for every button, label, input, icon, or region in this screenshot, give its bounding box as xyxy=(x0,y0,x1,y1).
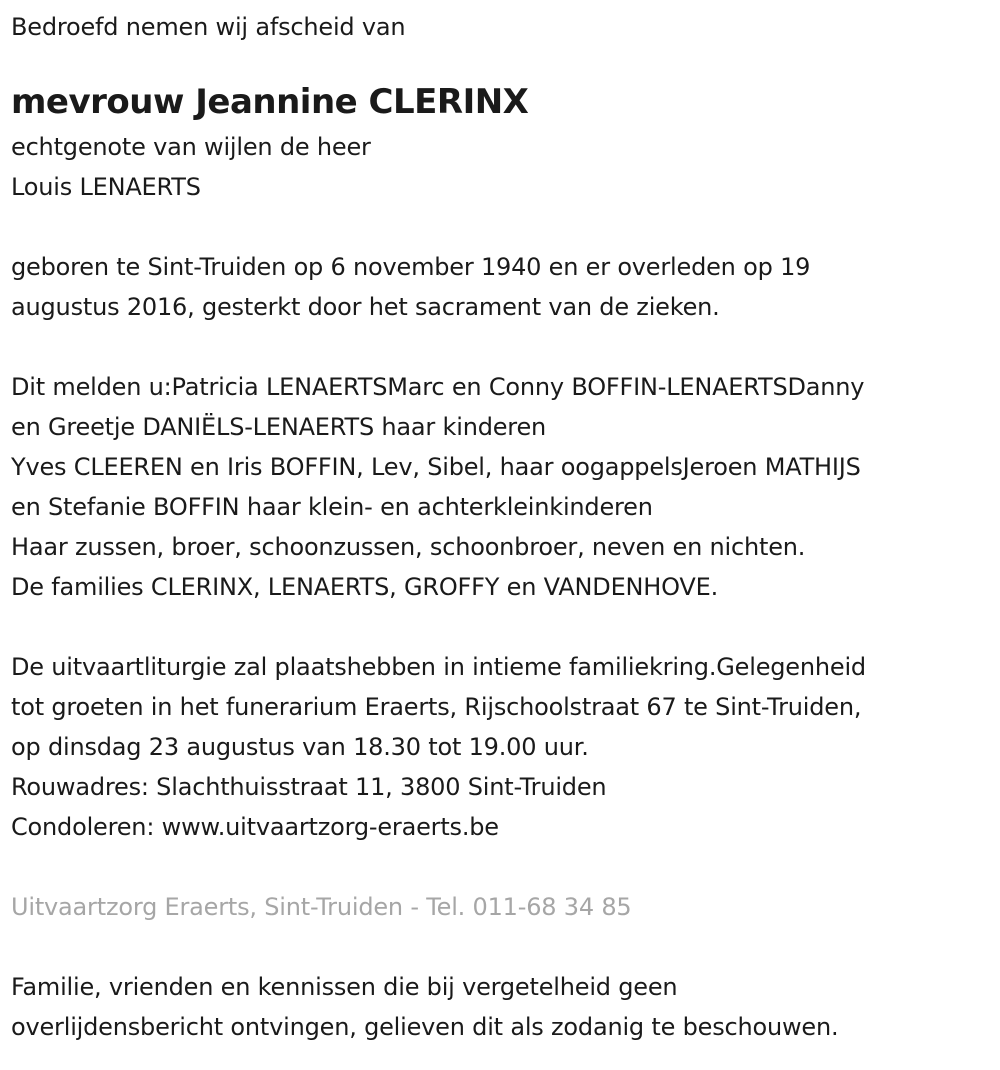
spacer xyxy=(11,207,1000,247)
family-paragraph xyxy=(11,367,1000,607)
family-line-3: Yves CLEEREN en Iris BOFFIN, Lev, Sibel, haar oogappelsJeroen MATHIJS xyxy=(11,453,861,481)
birth-death-line-1: geboren te Sint-Truiden op 6 november 1940 en er overleden op 19 xyxy=(11,253,811,281)
condolence-link[interactable]: Condoleren: www.uitvaartzorg-eraerts.be xyxy=(11,813,499,841)
family-line-5: Haar zussen, broer, schoonzussen, schoonbroer, neven en nichten. xyxy=(11,533,806,561)
deceased-name: mevrouw Jeannine CLERINX xyxy=(11,82,529,122)
closing-line-1: Familie, vrienden en kennissen die bij vergetelheid geen xyxy=(11,973,678,1001)
family-line-1: Dit melden u:Patricia LENAERTSMarc en Conny BOFFIN-LENAERTSDanny xyxy=(11,373,865,401)
ceremony-line-2: tot groeten in het funerarium Eraerts, Rijschoolstraat 67 te Sint-Truiden, xyxy=(11,693,862,721)
ceremony-line-1: De uitvaartliturgie zal plaatshebben in intieme familiekring.Gelegenheid xyxy=(11,653,866,681)
family-line-4: en Stefanie BOFFIN haar klein- en achterkleinkinderen xyxy=(11,493,653,521)
spacer xyxy=(11,847,1000,887)
relation-line-1: echtgenote van wijlen de heer xyxy=(11,133,371,161)
spacer xyxy=(11,927,1000,967)
family-line-2: en Greetje DANIËLS-LENAERTS haar kinderen xyxy=(11,413,547,441)
funeral-home-contact: Uitvaartzorg Eraerts, Sint-Truiden - Tel. 011-68 34 85 xyxy=(11,893,632,921)
spacer xyxy=(11,607,1000,647)
family-line-6: De families CLERINX, LENAERTS, GROFFY en VANDENHOVE. xyxy=(11,573,719,601)
relation-line-2: Louis LENAERTS xyxy=(11,173,201,201)
birth-death-line-2: augustus 2016, gesterkt door het sacrament van de zieken. xyxy=(11,293,720,321)
birth-death-paragraph xyxy=(11,247,1000,327)
ceremony-line-3: op dinsdag 23 augustus van 18.30 tot 19.00 uur. xyxy=(11,733,589,761)
ceremony-paragraph xyxy=(11,647,1000,847)
intro-text: Bedroefd nemen wij afscheid van xyxy=(11,13,406,41)
closing-line-2: overlijdensbericht ontvingen, gelieven dit als zodanig te beschouwen. xyxy=(11,1013,839,1041)
spacer xyxy=(11,327,1000,367)
closing-paragraph xyxy=(11,967,1000,1047)
mourning-address: Rouwadres: Slachthuisstraat 11, 3800 Sint-Truiden xyxy=(11,773,607,801)
